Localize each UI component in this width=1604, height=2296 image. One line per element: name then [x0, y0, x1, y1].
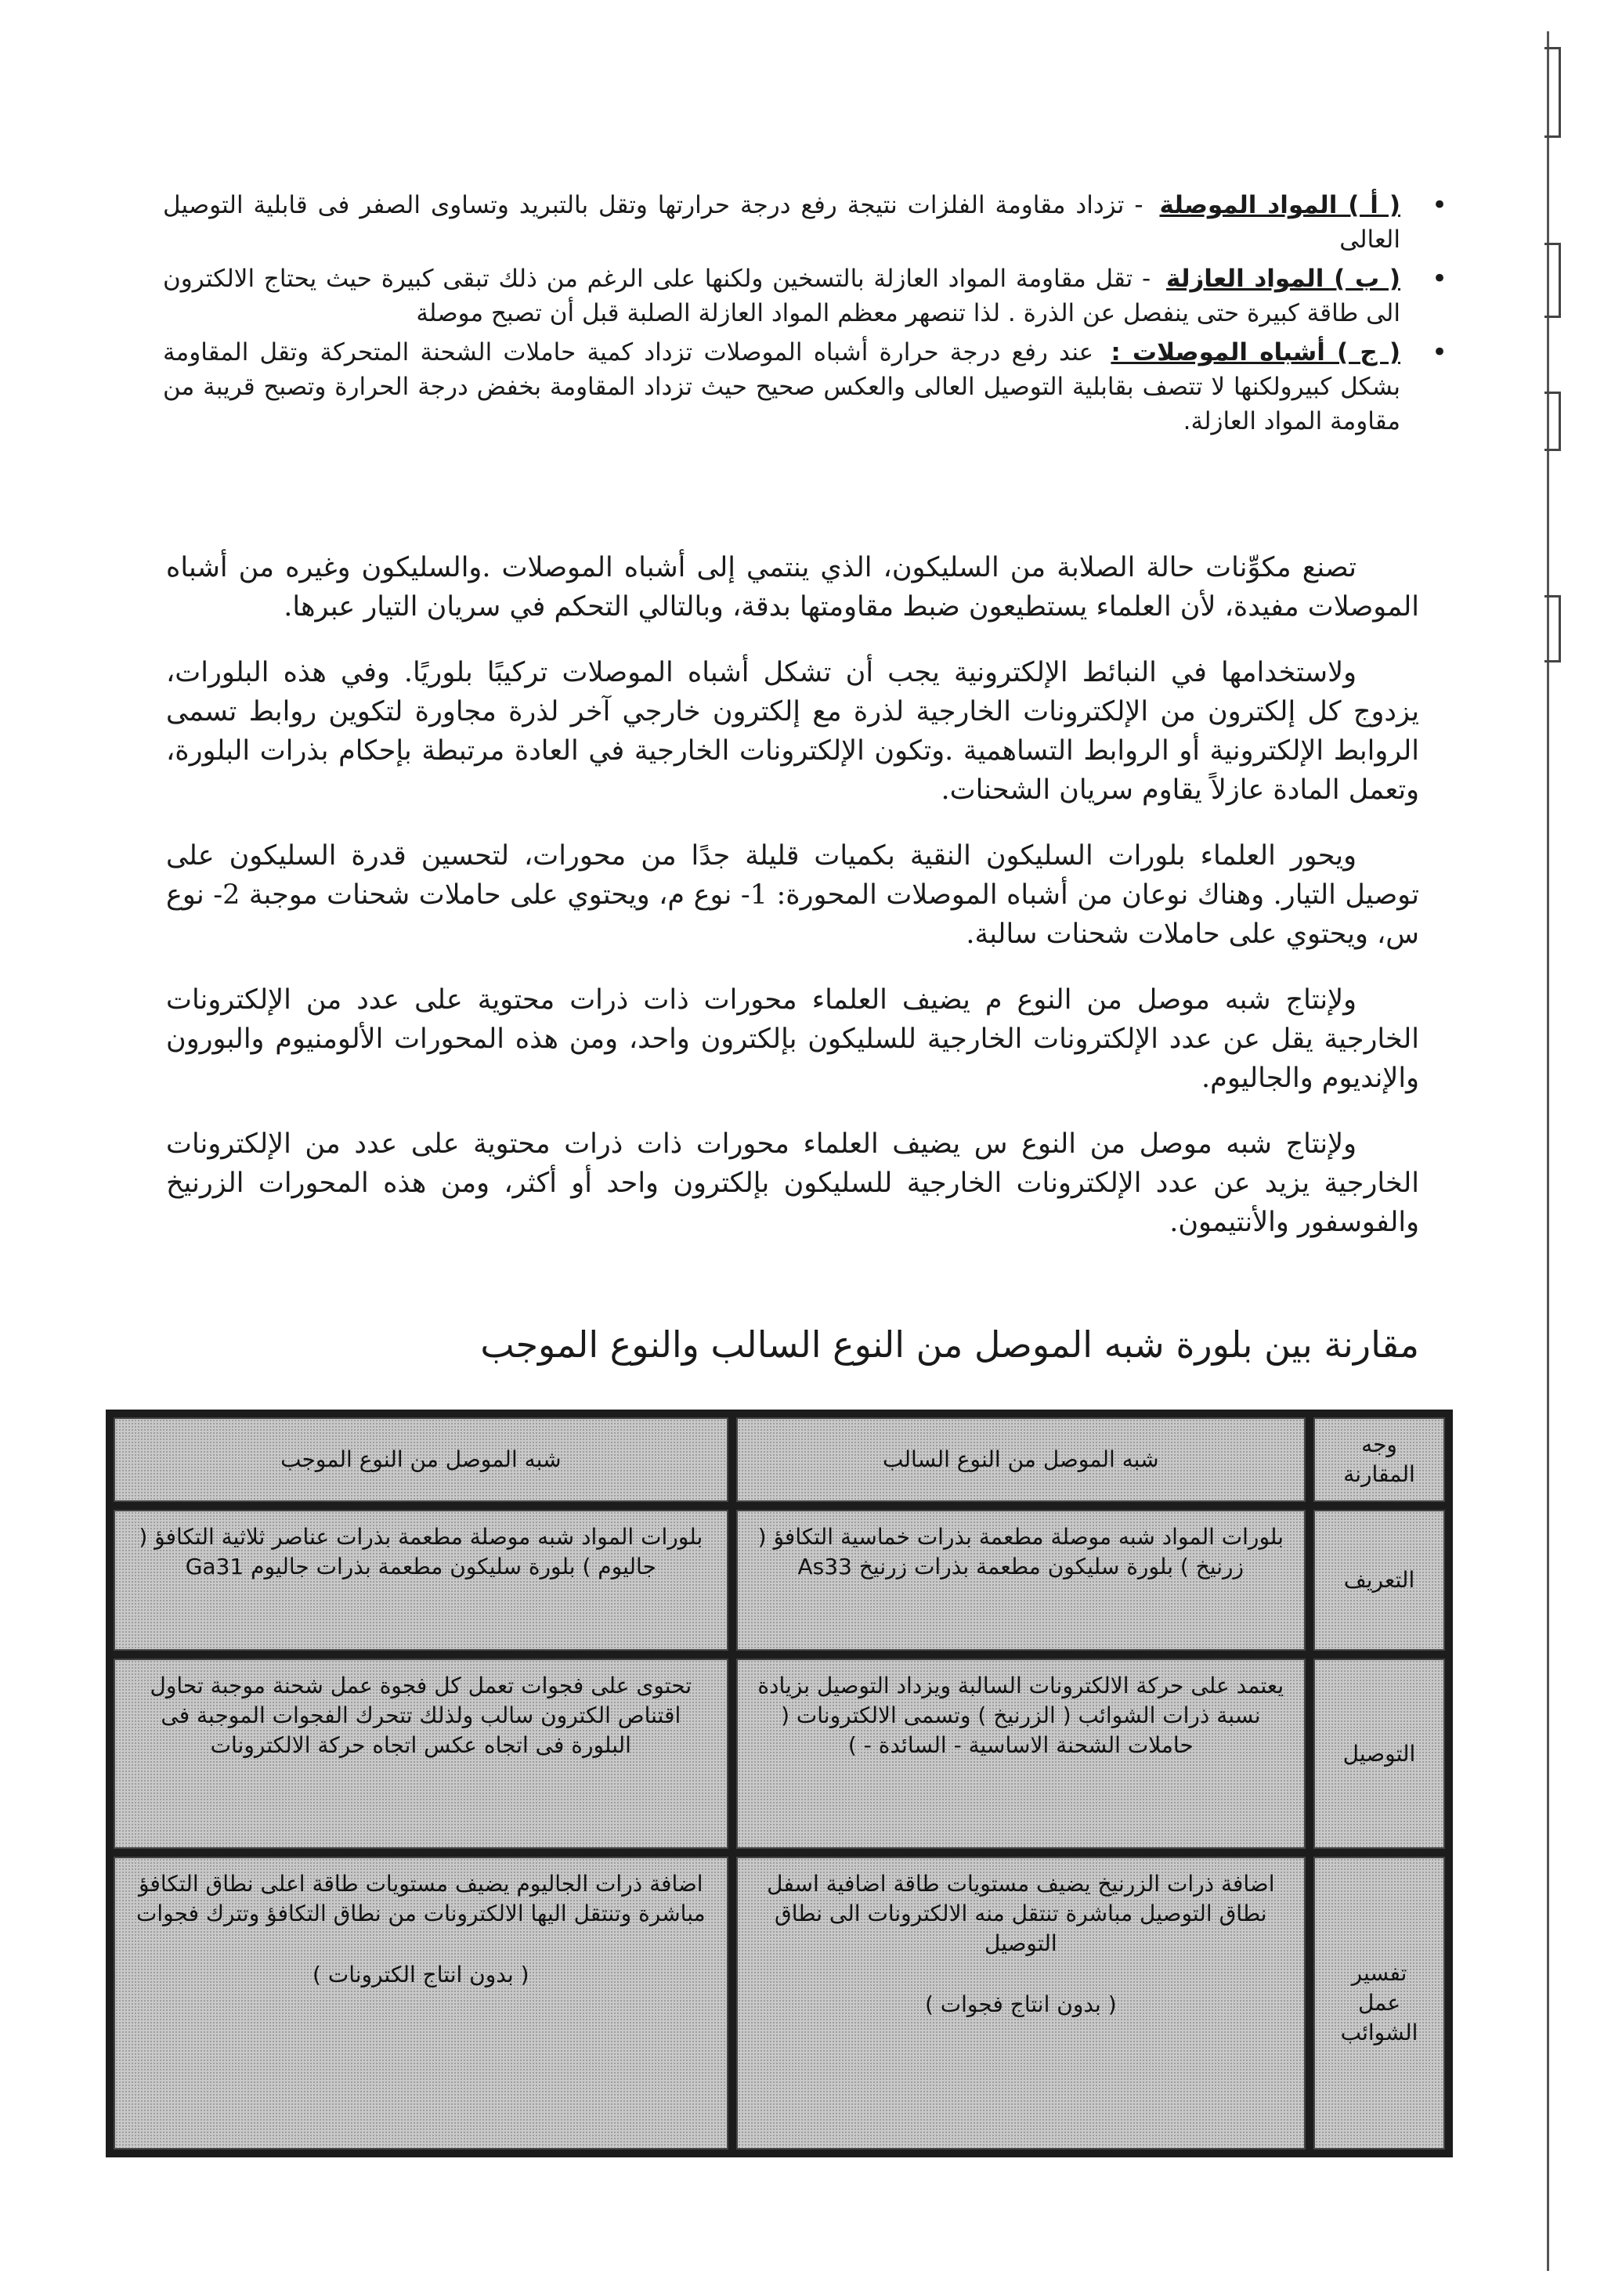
- cell-positive: [114, 1857, 728, 2150]
- cell-note: ( بدون انتاج الكترونات ): [312, 1962, 529, 1988]
- body-text: [166, 548, 1419, 1269]
- bullet-conductors: [163, 188, 1447, 257]
- paragraph: ولإنتاج شبه موصل من النوع م يضيف العلماء محورات ذات ذرات محتوية على عدد من الإلكترونات الخارجية يقل عن عدد الإلكترونات الخارجية للسليكون بإلكترون واحد، ومن هذه المحورات الألومنيوم والبورون والإنديوم والجاليوم.: [166, 984, 1419, 1094]
- cell-negative: [736, 1510, 1306, 1651]
- bullet-text: - تقل مقاومة المواد العازلة بالتسخين ولكنها على الرغم من ذلك تبقى كبيرة حيث يحتاج الالكترون الى طاقة كبيرة حتى ينفصل عن الذرة . لذا تنصهر معظم المواد العازلة الصلبة قبل أن تصبح موصلة: [163, 265, 1400, 327]
- edge-bracket: [1544, 243, 1561, 318]
- cell-text: تحتوى على فجوات تعمل كل فجوة عمل شحنة موجبة تحاول اقتناص الكترون سالب ولذلك تتحرك الفجوات الموجبة فى البلورة فى اتجاه عكس اتجاه حركة الالكترونات: [150, 1673, 692, 1759]
- header-positive: شبه الموصل من النوع الموجب: [114, 1417, 728, 1502]
- bullet-term: ( ب ) المواد العازلة: [1166, 265, 1400, 293]
- bullet-insulators: [163, 262, 1447, 330]
- cell-text: بلورات المواد شبه موصلة مطعمة بذرات عناصر ثلاثية التكافؤ ( جاليوم ) بلورة سليكون مطعمة بذرات جاليوم Ga31: [139, 1524, 703, 1579]
- cell-text: اضافة ذرات الجاليوم يضيف مستويات طاقة اعلى نطاق التكافؤ مباشرة وتنتقل اليها الالكترونات من نطاق التكافؤ وتترك فجوات: [135, 1871, 706, 1927]
- cell-positive: [114, 1659, 728, 1849]
- cell-note: ( بدون انتاج فجوات ): [924, 1991, 1117, 2018]
- table-row: [114, 1857, 1445, 2150]
- cell-negative: [736, 1857, 1306, 2150]
- cell-negative: [736, 1659, 1306, 1849]
- edge-bracket: [1544, 595, 1561, 662]
- cell-positive: [114, 1510, 728, 1651]
- bullet-semiconductors: [163, 335, 1447, 439]
- paragraph: تصنع مكوِّنات حالة الصلابة من السليكون، الذي ينتمي إلى أشباه الموصلات .والسليكون وغيره من أشباه الموصلات مفيدة، لأن العلماء يستطيعون ضبط مقاومتها بدقة، وبالتالي التحكم في سريان التيار عبرها.: [166, 552, 1419, 623]
- edge-bracket: [1544, 47, 1561, 138]
- comparison-table: [106, 1410, 1453, 2157]
- table-header-row: [114, 1417, 1445, 1502]
- page-edge-marks: [1547, 31, 1581, 2271]
- row-label: تفسير عمل الشوائب: [1313, 1857, 1445, 2150]
- material-types-list: [163, 188, 1447, 443]
- row-label: التوصيل: [1313, 1659, 1445, 1849]
- paragraph: ولاستخدامها في النبائط الإلكترونية يجب أن تشكل أشباه الموصلات تركيبًا بلوريًا. وفي هذه البلورات، يزدوج كل إلكترون من الإلكترونات الخارجية لذرة مع إلكترون خارجي آخر لذرة مجاورة لتكوين روابط تسمى الروابط الإلكترونية أو الروابط التساهمية .وتكون الإلكترونات الخارجية في العادة مرتبطة بإحكام بذرات البلورة، وتعمل المادة عازلاً يقاوم سريان الشحنات.: [166, 657, 1419, 806]
- cell-text: يعتمد على حركة الالكترونات السالبة ويزداد التوصيل بزيادة نسبة ذرات الشوائب ( الزرنيخ ) وتسمى الالكترونات ( حاملات الشحنة الاساسية - السائدة - ): [757, 1673, 1284, 1759]
- paragraph: ويحور العلماء بلورات السليكون النقية بكميات قليلة جدًا من محورات، لتحسين قدرة السليكون على توصيل التيار. وهناك نوعان من أشباه الموصلات المحورة: 1- نوع م، ويحتوي على حاملات شحنات موجبة 2- نوع س، ويحتوي على حاملات شحنات سالبة.: [166, 840, 1419, 950]
- bullet-text: - تزداد مقاومة الفلزات نتيجة رفع درجة حرارتها وتقل بالتبريد وتساوى الصفر فى قابلية التوصيل العالى: [163, 191, 1400, 254]
- table-row: [114, 1510, 1445, 1651]
- edge-bracket: [1544, 392, 1561, 451]
- header-point: وجه المقارنة: [1313, 1417, 1445, 1502]
- header-negative: شبه الموصل من النوع السالب: [736, 1417, 1306, 1502]
- bullet-term: ( ج ) أشباه الموصلات :: [1111, 338, 1400, 366]
- table-row: [114, 1659, 1445, 1849]
- cell-text: اضافة ذرات الزرنيخ يضيف مستويات طاقة اضافية اسفل نطاق التوصيل مباشرة تنتقل منه الالكترونات الى نطاق التوصيل: [767, 1871, 1275, 1957]
- paragraph: ولإنتاج شبه موصل من النوع س يضيف العلماء محورات ذات ذرات محتوية على عدد من الإلكترونات الخارجية يزيد عن عدد الإلكترونات الخارجية للسليكون بإلكترون واحد أو أكثر، ومن هذه المحورات الزرنيخ والفوسفور والأنتيمون.: [166, 1128, 1419, 1238]
- comparison-title: مقارنة بين بلورة شبه الموصل من النوع السالب والنوع الموجب: [480, 1323, 1419, 1366]
- bullet-term: ( أ ) المواد الموصلة: [1159, 191, 1400, 219]
- row-label: التعريف: [1313, 1510, 1445, 1651]
- bullet-text: عند رفع درجة حرارة أشباه الموصلات تزداد كمية حاملات الشحنة المتحركة وتقل المقاومة بشكل كبيرولكنها لا تتصف بقابلية التوصيل العالى والعكس صحيح حيث تزداد المقاومة بخفض درجة الحرارة وتصبح قريبة من مقاومة المواد العازلة.: [163, 338, 1400, 435]
- cell-text: بلورات المواد شبه موصلة مطعمة بذرات خماسية التكافؤ ( زرنيخ ) بلورة سليكون مطعمة بذرات زرنيخ As33: [757, 1524, 1284, 1579]
